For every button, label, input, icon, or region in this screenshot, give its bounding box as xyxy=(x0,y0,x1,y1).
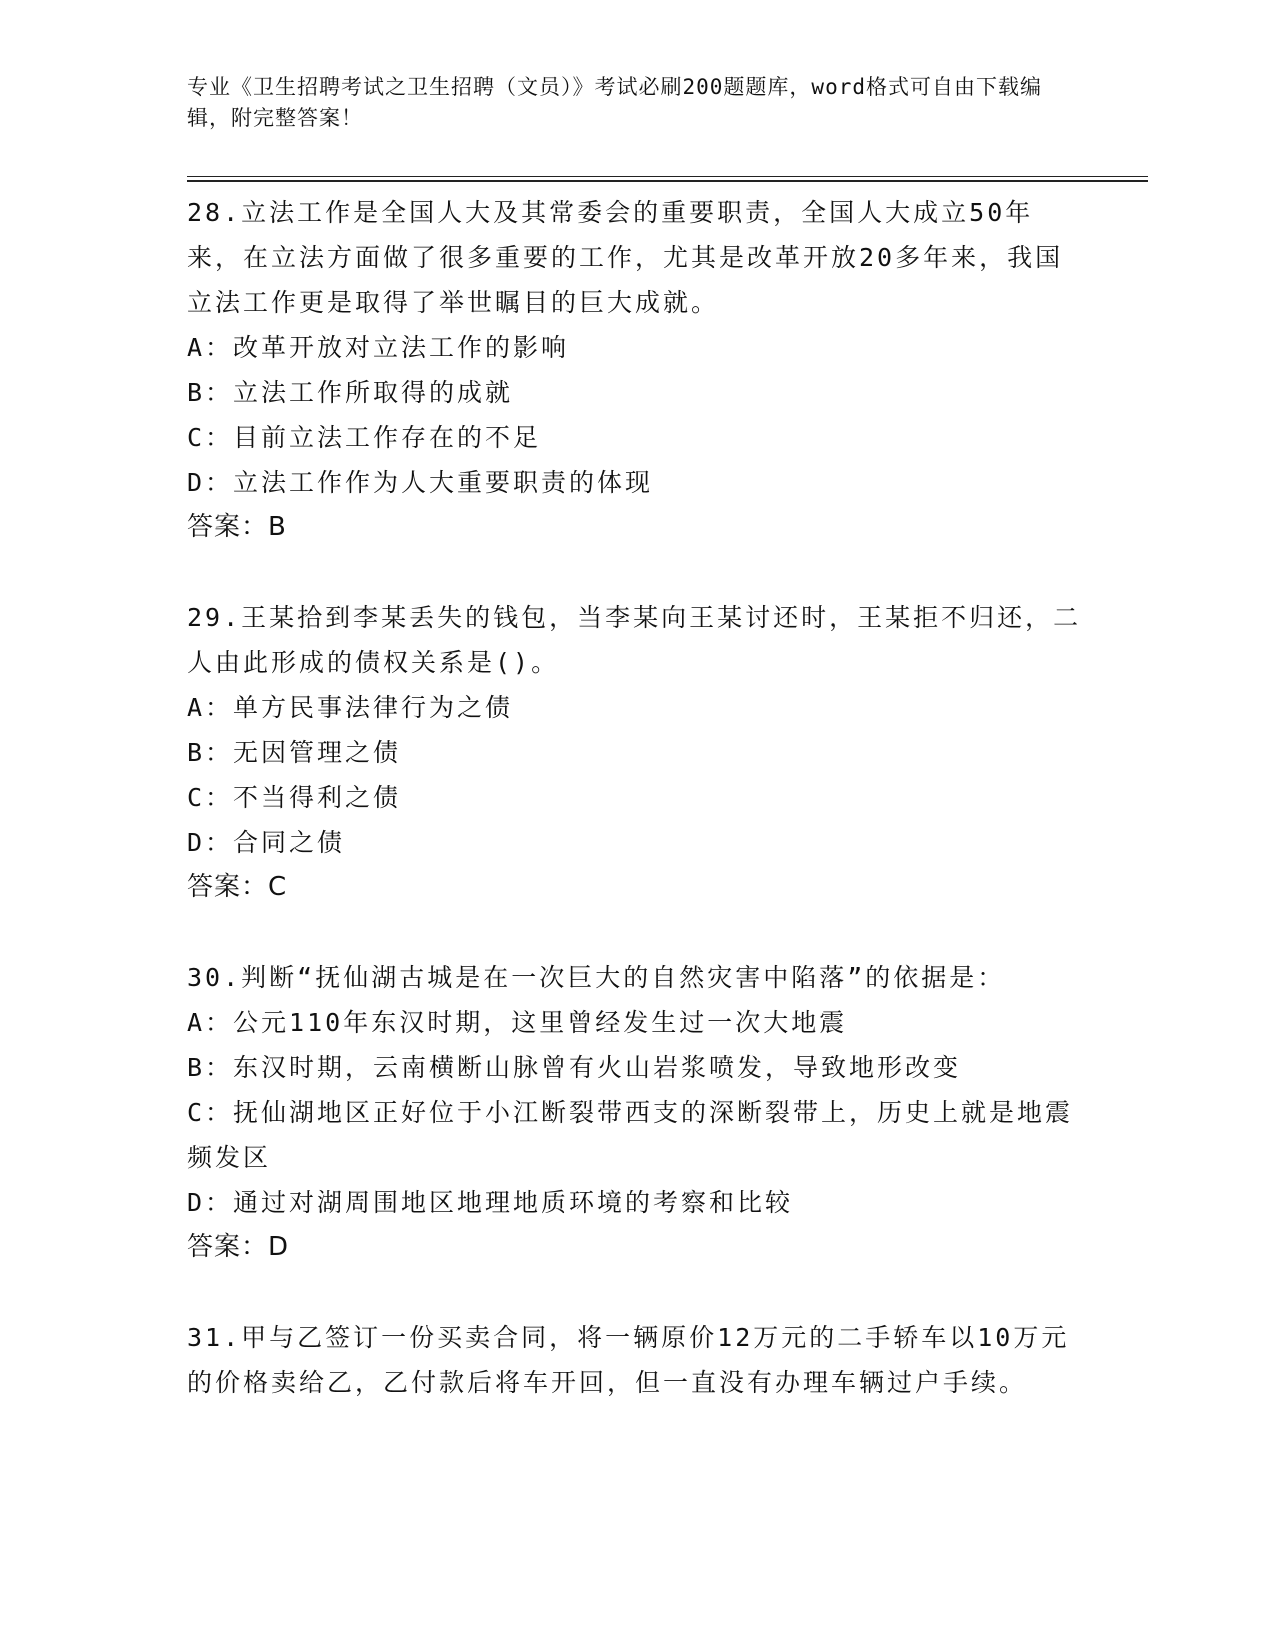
question-31 xyxy=(187,1315,1087,1405)
question-stem: 28.立法工作是全国人大及其常委会的重要职责，全国人大成立50年来，在立法方面做了很多重要的工作，尤其是改革开放20多年来，我国立法工作更是取得了举世瞩目的巨大成就。 xyxy=(187,198,1064,317)
question-list xyxy=(187,190,1087,1405)
option-d: D：合同之债 xyxy=(187,828,346,857)
document-header: 专业《卫生招聘考试之卫生招聘（文员）》考试必刷200题题库，word格式可自由下载编辑，附完整答案！ xyxy=(187,75,1042,130)
question-stem: 29.王某拾到李某丢失的钱包，当李某向王某讨还时，王某拒不归还，二人由此形成的债权关系是()。 xyxy=(187,603,1082,677)
option-d: D：通过对湖周围地区地理地质环境的考察和比较 xyxy=(187,1188,794,1217)
question-28 xyxy=(187,190,1087,550)
option-a: A：单方民事法律行为之债 xyxy=(187,693,514,722)
question-stem: 31.甲与乙签订一份买卖合同，将一辆原价12万元的二手轿车以10万元的价格卖给乙，乙付款后将车开回，但一直没有办理车辆过户手续。 xyxy=(187,1323,1070,1397)
question-spacer xyxy=(187,550,1087,595)
answer-line: 答案：D xyxy=(187,1232,290,1262)
answer-line: 答案：C xyxy=(187,872,288,902)
option-c: C：不当得利之债 xyxy=(187,783,402,812)
answer-line: 答案：B xyxy=(187,512,287,542)
option-b: B：立法工作所取得的成就 xyxy=(187,378,514,407)
header-divider-thin xyxy=(187,176,1148,177)
question-29 xyxy=(187,595,1087,910)
option-d: D：立法工作作为人大重要职责的体现 xyxy=(187,468,654,497)
question-spacer xyxy=(187,1270,1087,1315)
header-divider-thick xyxy=(187,180,1148,182)
option-a: A：公元110年东汉时期，这里曾经发生过一次大地震 xyxy=(187,1008,848,1037)
option-c: C：目前立法工作存在的不足 xyxy=(187,423,542,452)
question-spacer xyxy=(187,910,1087,955)
option-b: B：东汉时期，云南横断山脉曾有火山岩浆喷发，导致地形改变 xyxy=(187,1053,962,1082)
question-30 xyxy=(187,955,1087,1270)
option-c: C：抚仙湖地区正好位于小江断裂带西支的深断裂带上，历史上就是地震频发区 xyxy=(187,1098,1074,1172)
question-stem: 30.判断“抚仙湖古城是在一次巨大的自然灾害中陷落”的依据是： xyxy=(187,963,1006,992)
option-a: A：改革开放对立法工作的影响 xyxy=(187,333,570,362)
option-b: B：无因管理之债 xyxy=(187,738,402,767)
